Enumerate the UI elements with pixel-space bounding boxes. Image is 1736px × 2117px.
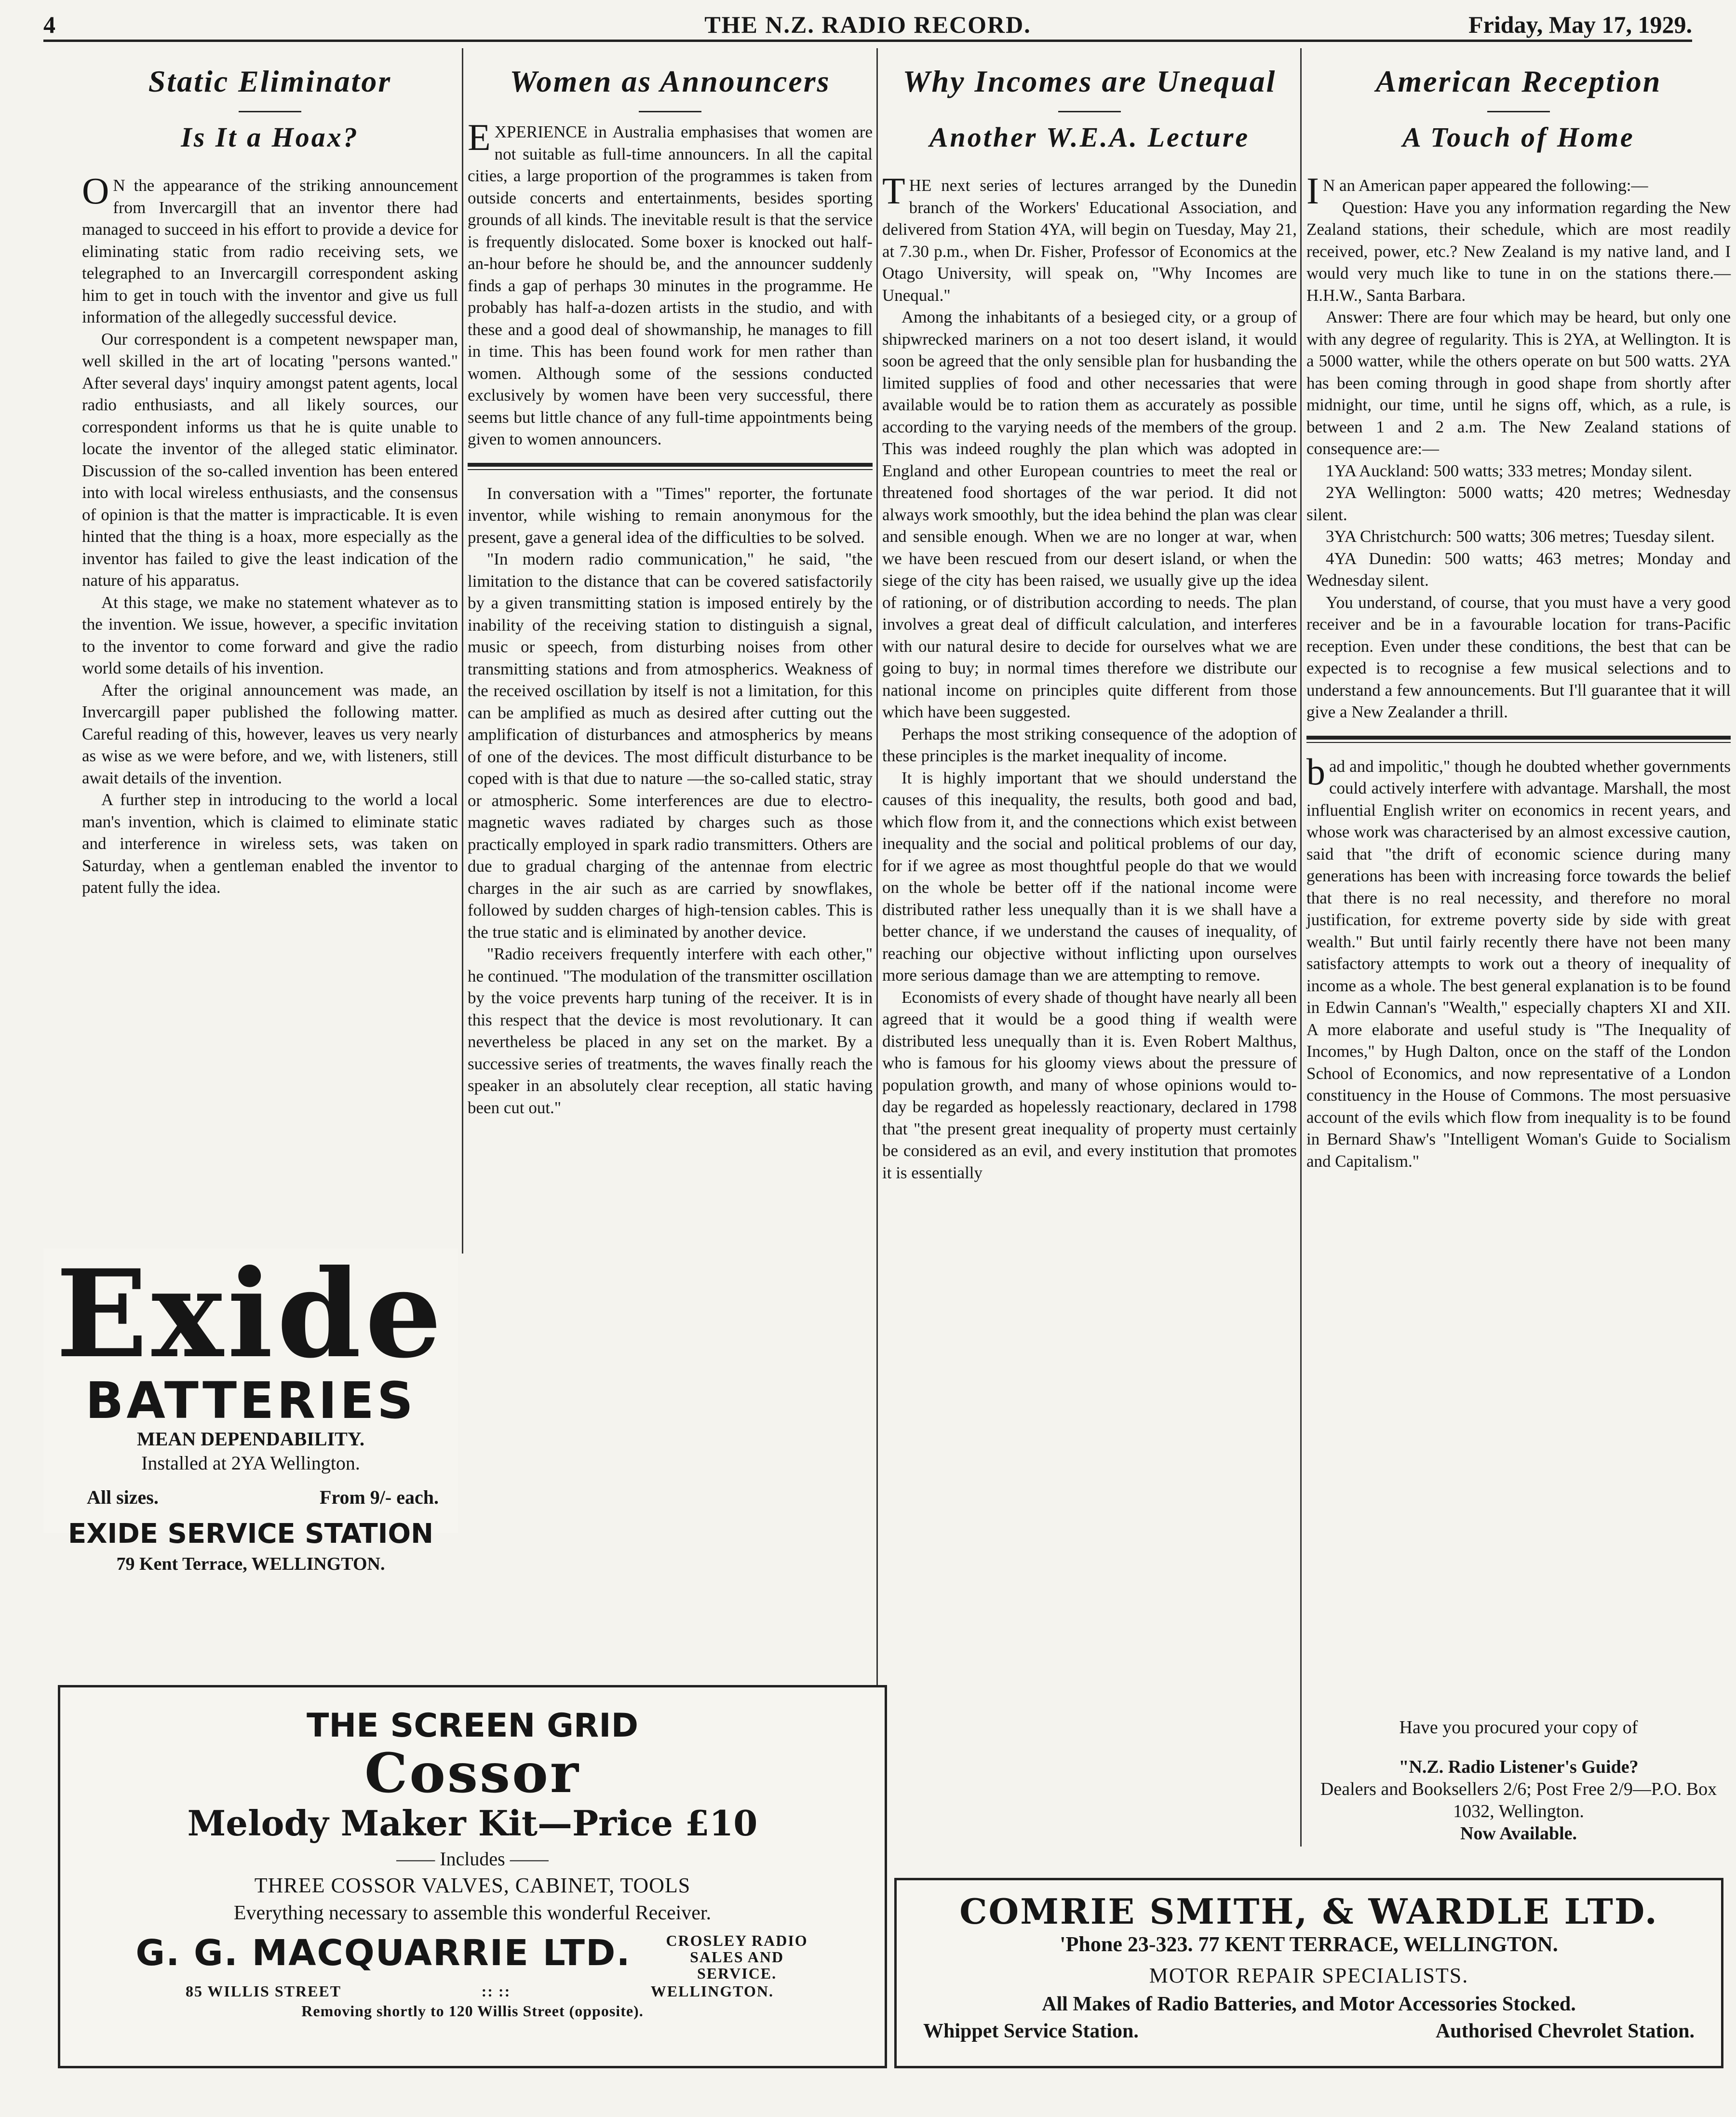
exide-logo: Exide [55,1243,446,1385]
ad-kit-price: Melody Maker Kit—Price £10 [187,1803,758,1844]
ad-price: From 9/- each. [320,1486,439,1508]
article-headline: Static Eliminator [148,64,392,98]
article-women-announcers [468,53,873,1119]
article-body [1306,170,1731,1172]
paragraph: Answer: There are four which may be heard, but only one with any degree of regularity. This is 2YA, at Wellington. It is a 5000 watter, while the others operate on but 500 watts. 2YA has been coming through in good shape from shortly after midnight, our time, until he signs off, which, as a rule, is between 1 and 2 a.m. The New Zealand stations of consequence are:— [1306,308,1731,458]
ad-installed: Installed at 2YA Wellington. [141,1452,360,1474]
paragraph: A further step in introducing to the world a local man's invention, which is claimed to eliminate static and interference in wireless sets, was taken on Saturday, when a gentleman enabled the inventor to patent fully the idea. [82,790,458,897]
ad-sizes-row [43,1486,458,1509]
ad-street-row [60,1982,885,2000]
guide-question: Have you procured your copy of [1399,1717,1638,1738]
divider [639,111,701,112]
listener-guide-notice [1306,1716,1731,1845]
exide-advertisement [43,1243,458,1574]
divider [239,111,301,112]
paragraph: In conversation with a "Times" reporter, the fortunate inventor, while wishing to remain anonymous for the present, gave a general idea of the difficulties to be solved. [468,484,873,547]
comrie-smith-advertisement [894,1878,1723,2068]
paragraph: Perhaps the most striking consequence of the adoption of these principles is the market inequality of income. [882,724,1297,765]
page-number: 4 [43,11,55,38]
ad-items: THREE COSSOR VALVES, CABINET, TOOLS [254,1874,691,1897]
section-rule [468,463,873,470]
ad-city: WELLINGTON. [650,1982,774,2000]
ad-tagline: MEAN DEPENDABILITY. [137,1428,364,1450]
guide-price: Dealers and Booksellers 2/6; Post Free 2/9—P.O. Box 1032, Wellington. [1320,1779,1717,1821]
ad-heading: THE SCREEN GRID [306,1707,639,1745]
ad-product: BATTERIES [85,1371,416,1430]
ad-everything: Everything necessary to assemble this wonderful Receiver. [233,1902,712,1924]
ad-crosley: CROSLEY RADIO SALES AND SERVICE. [666,1932,808,1982]
article-headline: Women as Announcers [510,64,831,98]
article-headline: Why Incomes are Unequal [902,64,1277,98]
article-subhead: A Touch of Home [1402,121,1635,153]
article-body [468,116,873,1119]
article-body [882,170,1297,1184]
cossor-logo: Cossor [364,1742,580,1805]
paragraph: After the original announcement was made, an Invercargill paper published the following matter. Careful reading of this, however, leaves us very nearly as wise as we were before, and we, with listeners, still await details of the invention. [82,680,458,787]
article-headline: American Reception [1375,64,1662,98]
station-listing: 4YA Dunedin: 500 watts; 463 metres; Monday and Wednesday silent. [1306,549,1731,590]
article-subhead: Another W.E.A. Lecture [929,121,1250,153]
section-rule [1306,736,1731,743]
station-listing: 2YA Wellington: 5000 watts; 420 metres; Wednesday silent. [1306,483,1731,524]
ad-separator: :: :: [481,1982,511,2000]
paragraph: IN an American paper appeared the following:— [1306,170,1648,212]
ad-motor: MOTOR REPAIR SPECIALISTS. [1149,1964,1469,1987]
ad-sizes: All sizes. [87,1486,159,1508]
paragraph: ON the appearance of the striking announcement from Invercargill that an inventor there had managed to succeed in his effort to provide a device for eliminating static from radio receiving sets, we telegraphed to an Invercargill correspondent asking him to get in touch with the inventor and give us full information of the allegedly successful device. [82,170,458,326]
station-listing: 1YA Auckland: 500 watts; 333 metres; Monday silent. [1326,461,1693,480]
ad-street: 85 WILLIS STREET [186,1982,342,2000]
paragraph: "Radio receivers frequently interfere with each other," he continued. "The modulation of the transmitter oscillation by the voice prevents harp tuning of the receiver. It is in this respect that the device is most revolutionary. It can nevertheless be placed in any set on the market. By a successive series of treatments, the waves finally reach the speaker in an absolutely clear reception, all static having been cut out." [468,944,873,1117]
paragraph: It is highly important that we should understand the causes of this inequality, the results, both good and bad, which flow from it, and the connections which exist between inequality and the social and political problems of our day, for if we agree as most thoughtful people do that we would on the whole be better off if the national income were distributed rather less unequally than it is we shall have a better chance, if we understand the causes of inequality, of reaching our objective without inflicting upon ourselves more serious damage than we are attempting to remove. [882,768,1297,984]
ad-address: 79 Kent Terrace, WELLINGTON. [116,1554,385,1574]
paragraph: Our correspondent is a competent newspaper man, well skilled in the art of locating "persons wanted." After several days' inquiry amongst patent agents, local radio enthusiasts, and all likely sources, our correspondent informs us that he is quite unable to locate the inventor of the alleged static eliminator. Discussion of the so-called invention has been entered into with local wireless enthusiasts, and the consensus of opinion is that the matter is impracticable. It is even hinted that the thing is a hoax, more especially as the inventor has failed to give the least indication of the nature of his apparatus. [82,329,458,590]
paragraph: "In modern radio communication," he said, "the limitation to the distance that can be covered satisfactorily by a given transmitting station is imposed entirely by the inability of the receiving station to distinguish a signal, music or speech, from disturbing noises from other transmitting stations and from atmospherics. Weakness of the received oscillation by itself is not a limitation, for this can be amplified as much as desired after cutting out the amplification of disturbances and atmospherics by means of one of the devices. The most difficult disturbance to be coped with is that due to nature —the so-called static, stray or atmospheric. Some interferences are due to electro-magnetic waves radiated by charges such as those practically employed in spark radio transmitters. Others are due to gradual charging of the antennae from electric charges in the air such as are carried by snowflakes, followed by sudden charges of high-tension cables. This is the true static and is eliminated by another device. [468,550,873,942]
article-static-eliminator [82,53,458,899]
paragraph: Economists of every shade of thought have nearly all been agreed that it would be a good thing if wealth were distributed less unequally than it is. Even Robert Malthus, who is famous for his gloomy views about the pressure of population growth, and many of whose opinions would to-day be regarded as hopelessly reactionary, declared in 1798 that "the present great inequality of property must certainly be considered as an evil, and every institution that promotes it is essentially [882,987,1297,1182]
guide-title: "N.Z. Radio Listener's Guide? [1399,1757,1639,1777]
ad-stations-row [897,2020,1721,2043]
article-body [82,170,458,899]
article-subhead: Is It a Hoax? [181,121,359,153]
divider [1487,111,1550,112]
column-rule [462,48,463,1254]
ad-dealer-row [60,1932,885,1982]
divider [1058,111,1121,112]
column-rule [1300,48,1302,1847]
ad-station: EXIDE SERVICE STATION [68,1518,433,1550]
paragraph: Question: Have you any information regarding the New Zealand stations, their schedule, which are most readily received, power, etc.? New Zealand is my native land, and I would very much like to tune in on the stations there.—H.H.W., Santa Barbara. [1306,198,1731,305]
paper-title: THE N.Z. RADIO RECORD. [704,11,1031,38]
ad-stock: All Makes of Radio Batteries, and Motor Accessories Stocked. [1042,1993,1576,2015]
article-incomes-unequal [882,53,1297,1184]
paragraph: At this stage, we make no statement whatever as to the invention. We issue, however, a specific invitation to the inventor to come forward and give the radio world some details of his invention. [82,593,458,677]
paragraph: You understand, of course, that you must have a very good receiver and be in a favourable location for trans-Pacific reception. Even under these conditions, the best that can be expected is to recognise a few musical selections and to understand a few announcements. But I'll guarantee that it will give a New Zealander a thrill. [1306,593,1731,721]
article-american-reception [1306,53,1731,1172]
cossor-advertisement [58,1685,887,2068]
ad-whippet: Whippet Service Station. [923,2020,1139,2042]
ad-company-name: COMRIE SMITH, & WARDLE LTD. [959,1891,1658,1932]
paragraph: Among the inhabitants of a besieged city, or a group of shipwrecked mariners on a not too desert island, it would soon be agreed that the only sensible plan for husbanding the limited supplies of food and other necessaries that were available would be to ration them as accurately as possible according to the varying needs of the members of the group. This was indeed roughly the plan which was adopted in England and other European countries to meet the real or threatened food shortages of the war period. It did not always work smoothly, but the idea behind the plan was clear and sensible enough. When we are no longer at war, when we have been rescued from our desert island, or when the siege of the city has been raised, we usually give up the idea of rationing, or of distribution according to needs. The plan involves a great deal of difficult calculation, and interferes with our natural desire to decide for ourselves what we are going to buy; in normal times therefore we distribute our national income on principles quite different from those which have been suggested. [882,308,1297,721]
paragraph: EXPERIENCE in Australia emphasises that women are not suitable as full-time announcers. In all the capital cities, a large proportion of the programmes is taken from outside concerts and entertainments, besides sporting grounds of all kinds. The inevitable result is that the service is frequently dislocated. Some boxer is knocked out half-an-hour before he should be, and the announcer suddenly finds a gap of perhaps 30 minutes in the programme. He probably has half-a-dozen artists in the studio, and with these and a good deal of showmanship, he manages to fill in time. This has been found work for men rather than women. Although some of the sessions conducted exclusively by women have been very successful, there seems but little chance of any full-time appointments being given to women announcers. [468,116,873,448]
page-header [43,9,1692,42]
paragraph: THE next series of lectures arranged by the Dunedin branch of the Workers' Educational Association, and delivered from Station 4YA, will begin on Tuesday, May 21, at 7.30 p.m., when Dr. Fisher, Professor of Economics at the Otago University, will speak on, "Why Incomes are Unequal." [882,170,1297,305]
issue-date: Friday, May 17, 1929. [1468,11,1692,38]
ad-phone: 'Phone 23-323. 77 KENT TERRACE, WELLINGTON. [1060,1932,1558,1956]
column-rule [876,48,878,1847]
guide-available: Now Available. [1460,1823,1577,1844]
ad-includes: —— Includes —— [396,1848,549,1870]
ad-chevrolet: Authorised Chevrolet Station. [1435,2020,1695,2042]
station-listing: 3YA Christchurch: 500 watts; 306 metres; Tuesday silent. [1326,527,1715,546]
paragraph: bad and impolitic," though he doubted whether governments could actively interfere with advantage. Marshall, the most influential English writer on economics in recent years, and whose work was characterised by an almost excessive caution, said that "the drift of economic science during many generations has been with increasing force towards the belief that there is no real necessity, and therefore no moral justification, for extreme poverty side by side with great wealth." But until fairly recently there have not been many satisfactory attempts to work out a theory of inequality of income as a whole. The best general explanation is to be found in Edwin Cannan's "Wealth," especially chapters XI and XII. A more elaborate and useful study is "The Inequality of Incomes," by Hugh Dalton, once on the staff of the London School of Economics, and now representative of a London constituency in the House of Commons. The most persuasive account of the evils which flow from inequality is to be found in Bernard Shaw's "Intelligent Woman's Guide to Socialism and Capitalism." [1306,750,1731,1171]
ad-dealer: G. G. MACQUARRIE LTD. [135,1932,631,1974]
ad-removing: Removing shortly to 120 Willis Street (opposite). [301,2002,644,2020]
